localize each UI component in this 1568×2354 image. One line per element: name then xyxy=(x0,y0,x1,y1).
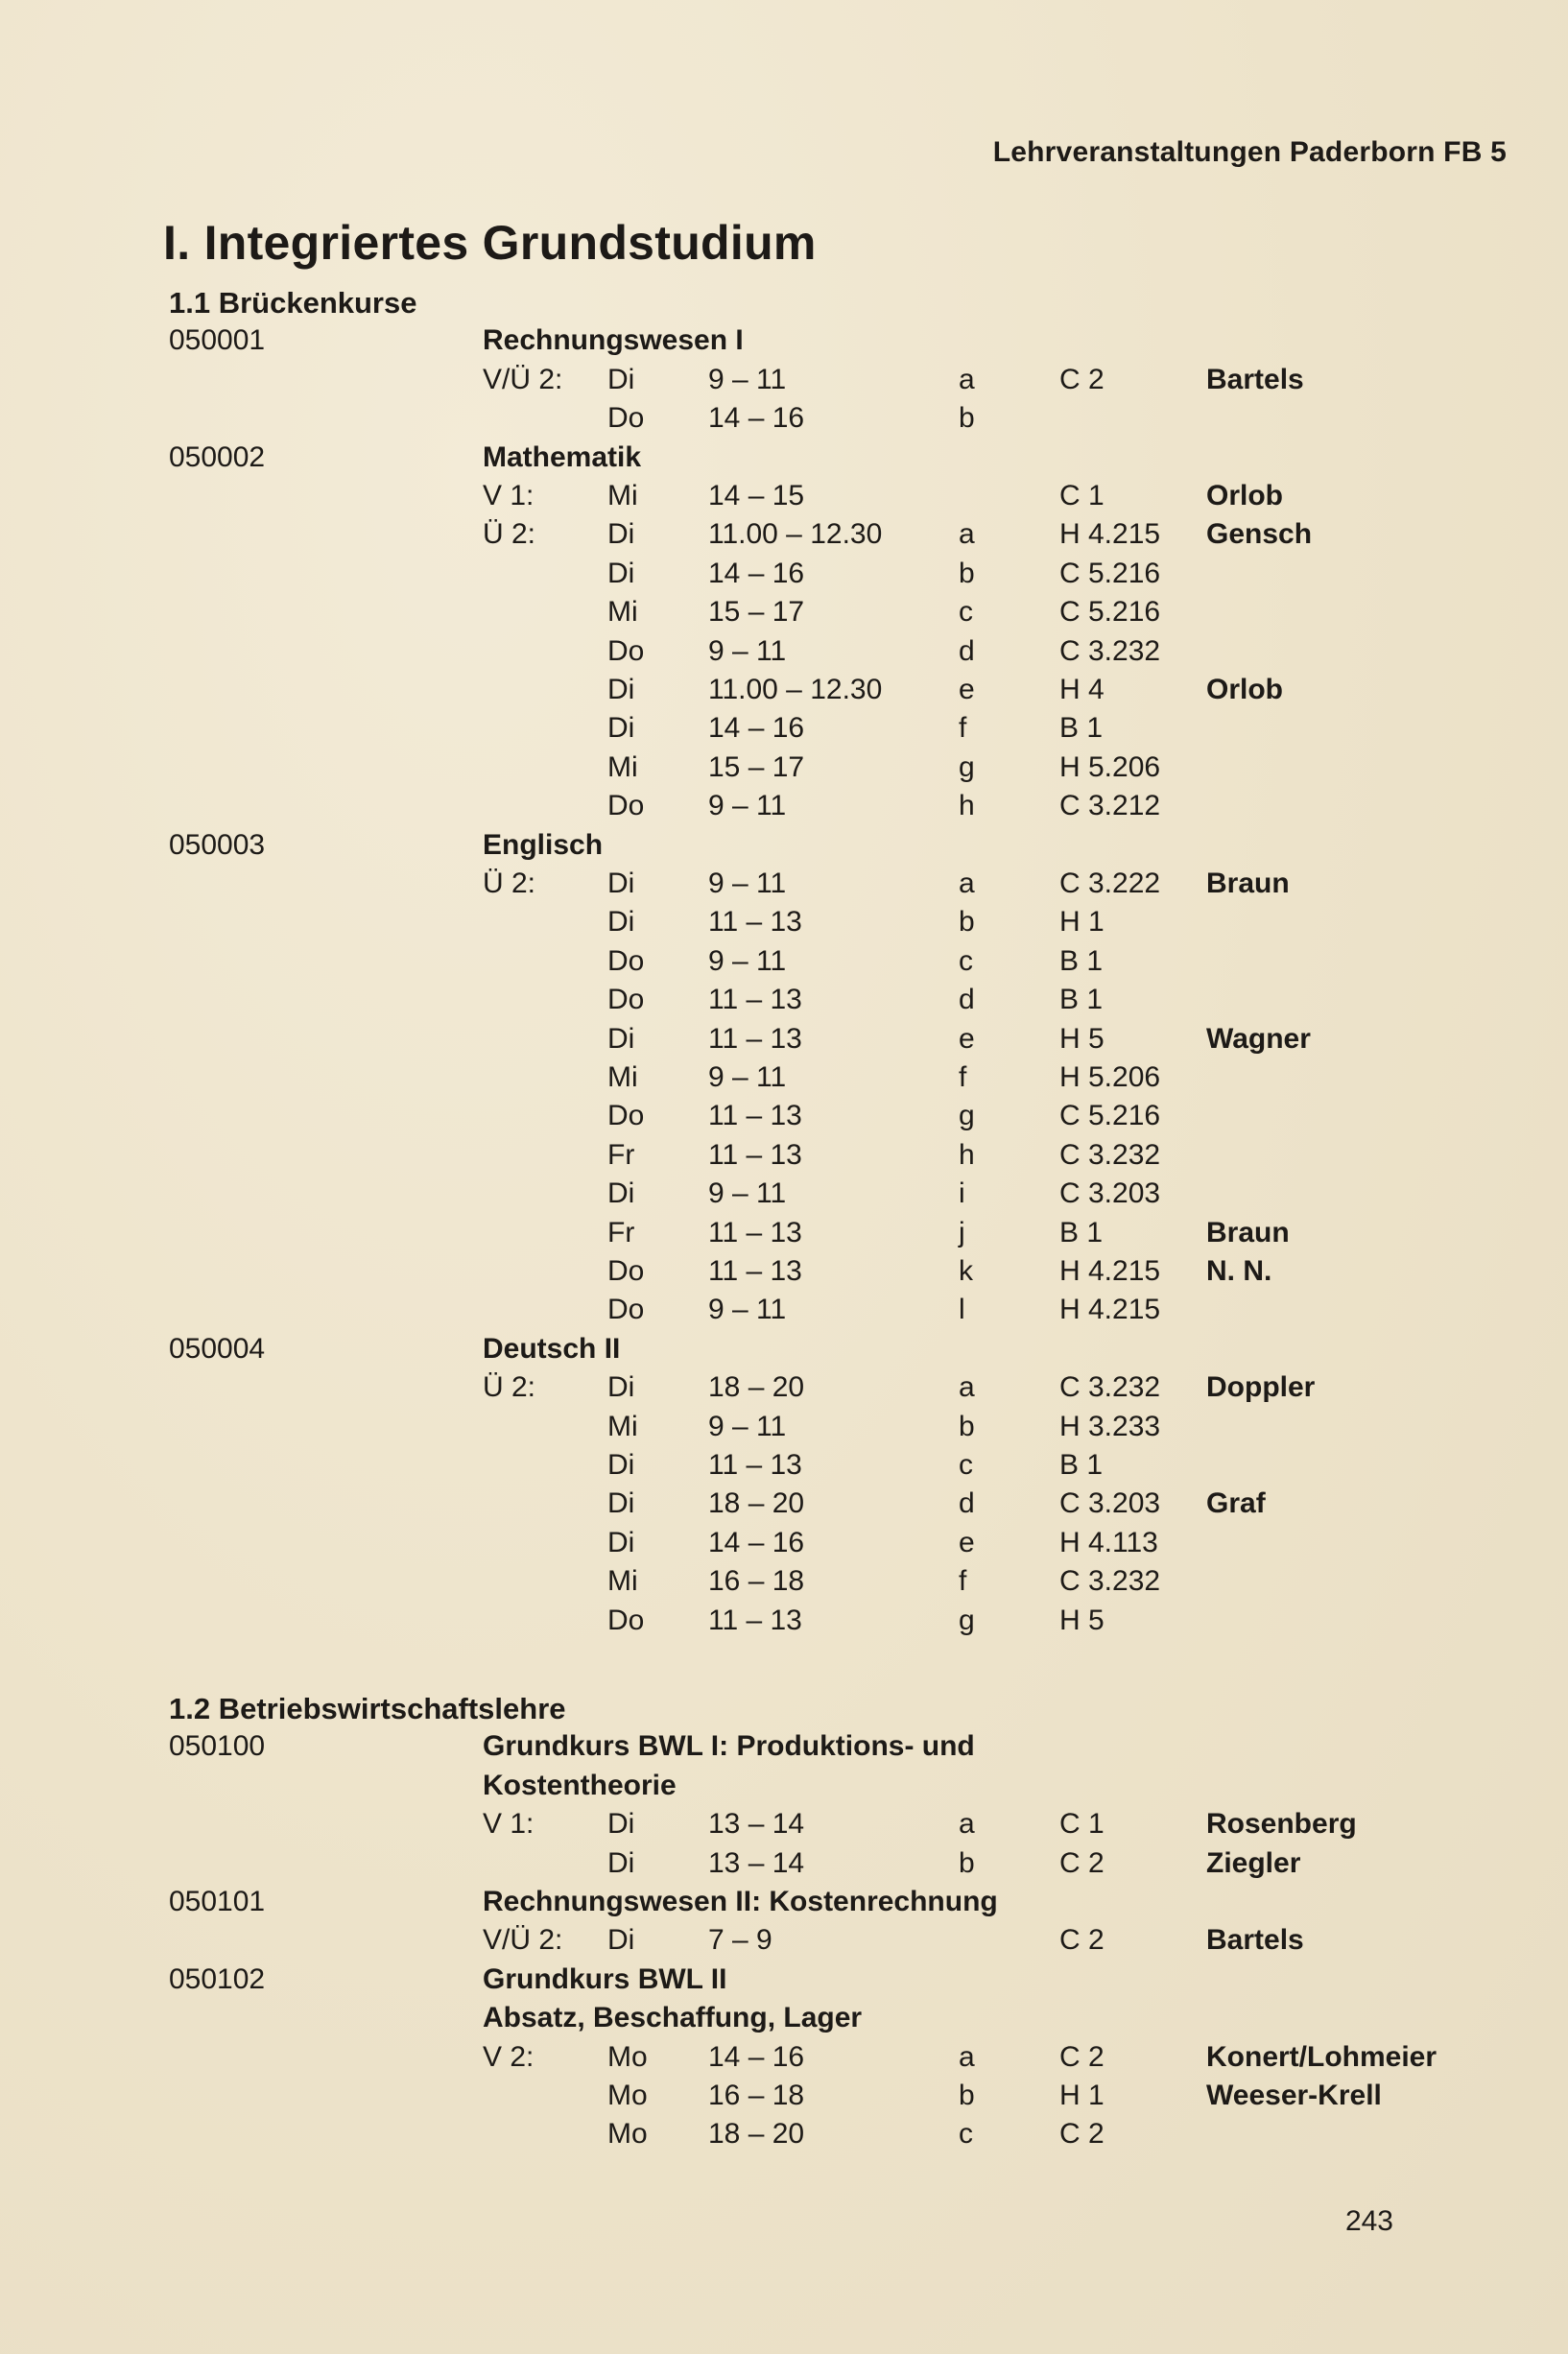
session-row xyxy=(0,2080,1568,2118)
session-day: Do xyxy=(607,1604,645,1636)
course-title-row xyxy=(0,1886,1568,1924)
session-day: Mi xyxy=(607,596,638,629)
course-title: Englisch xyxy=(483,828,604,861)
session-time: 18 – 20 xyxy=(708,2118,805,2151)
session-day: Di xyxy=(607,1177,635,1210)
session-row xyxy=(0,1217,1568,1255)
session-room: C 5.216 xyxy=(1059,557,1161,589)
session-day: Do xyxy=(607,1255,645,1287)
session-day: Do xyxy=(607,790,645,822)
session-day: Do xyxy=(607,1294,645,1326)
session-row xyxy=(0,1808,1568,1846)
session-group: a xyxy=(959,518,975,551)
course-title: Absatz, Beschaffung, Lager xyxy=(483,2002,863,2034)
session-lecturer: Braun xyxy=(1206,1216,1290,1248)
session-row xyxy=(0,1924,1568,1962)
session-group: d xyxy=(959,1487,975,1520)
session-day: Di xyxy=(607,1449,635,1481)
session-lecturer: Bartels xyxy=(1206,1924,1304,1957)
session-room: C 3.232 xyxy=(1059,1138,1161,1171)
session-room: H 5.206 xyxy=(1059,1061,1161,1093)
session-room: C 2 xyxy=(1059,1846,1105,1879)
session-row xyxy=(0,1061,1568,1100)
session-day: Di xyxy=(607,674,635,705)
session-row xyxy=(0,1139,1568,1177)
session-lecturer: Wagner xyxy=(1206,1022,1311,1055)
session-type: V 1: xyxy=(483,480,535,511)
session-time: 11 – 13 xyxy=(708,1138,802,1171)
session-room: H 3.233 xyxy=(1059,1410,1161,1442)
session-lecturer: Weeser-Krell xyxy=(1206,2080,1382,2111)
session-time: 14 – 16 xyxy=(708,402,805,435)
session-day: Di xyxy=(607,1526,635,1558)
course-title-row xyxy=(0,829,1568,868)
session-row xyxy=(0,402,1568,440)
session-row xyxy=(0,2118,1568,2156)
session-group: j xyxy=(959,1216,965,1248)
session-room: C 1 xyxy=(1059,480,1105,511)
session-group: a xyxy=(959,1371,975,1404)
session-time: 13 – 14 xyxy=(708,1846,805,1879)
session-row xyxy=(0,674,1568,712)
session-group: a xyxy=(959,868,975,899)
session-time: 18 – 20 xyxy=(708,1371,805,1404)
session-type: Ü 2: xyxy=(483,868,536,899)
session-type: V 1: xyxy=(483,1808,535,1841)
session-group: d xyxy=(959,984,975,1016)
session-time: 9 – 11 xyxy=(708,1410,787,1442)
session-day: Do xyxy=(607,984,645,1016)
session-row xyxy=(0,906,1568,944)
session-type: V/Ü 2: xyxy=(483,363,563,395)
session-room: C 3.232 xyxy=(1059,634,1161,667)
session-room: H 4 xyxy=(1059,674,1105,705)
course-code: 050102 xyxy=(169,1962,266,1995)
course-title: Mathematik xyxy=(483,440,642,473)
session-room: C 5.216 xyxy=(1059,1100,1161,1132)
course-title-row xyxy=(0,1963,1568,2002)
session-room: C 3.203 xyxy=(1059,1177,1161,1210)
session-row xyxy=(0,1177,1568,1216)
session-day: Mi xyxy=(607,1565,638,1598)
session-group: b xyxy=(959,906,975,939)
session-lecturer: Ziegler xyxy=(1206,1846,1301,1879)
session-lecturer: Braun xyxy=(1206,868,1290,899)
session-group: c xyxy=(959,2118,973,2151)
session-day: Mi xyxy=(607,1061,638,1093)
session-room: C 2 xyxy=(1059,1924,1105,1957)
session-room: B 1 xyxy=(1059,1216,1104,1248)
session-row xyxy=(0,1847,1568,1886)
session-time: 11 – 13 xyxy=(708,1216,802,1248)
session-time: 16 – 18 xyxy=(708,1565,805,1598)
session-group: c xyxy=(959,596,973,629)
session-room: C 3.232 xyxy=(1059,1371,1161,1404)
course-code: 050004 xyxy=(169,1332,266,1365)
session-group: h xyxy=(959,1138,975,1171)
session-group: c xyxy=(959,1449,973,1481)
session-type: Ü 2: xyxy=(483,518,536,551)
session-lecturer: Bartels xyxy=(1206,363,1304,395)
session-day: Di xyxy=(607,1846,635,1879)
session-row xyxy=(0,790,1568,828)
session-lecturer: N. N. xyxy=(1206,1255,1272,1287)
session-day: Di xyxy=(607,1808,635,1841)
session-day: Di xyxy=(607,868,635,899)
session-room: H 4.215 xyxy=(1059,1255,1161,1287)
session-row xyxy=(0,1100,1568,1138)
session-room: C 2 xyxy=(1059,2040,1105,2073)
session-row xyxy=(0,1605,1568,1643)
session-row xyxy=(0,2041,1568,2080)
session-row xyxy=(0,1294,1568,1332)
session-group: b xyxy=(959,1846,975,1879)
session-day: Di xyxy=(607,518,635,551)
session-group: e xyxy=(959,674,975,705)
session-row xyxy=(0,635,1568,674)
session-group: e xyxy=(959,1526,975,1558)
session-group: k xyxy=(959,1255,973,1287)
course-title-row xyxy=(0,324,1568,363)
session-time: 11 – 13 xyxy=(708,906,802,939)
session-row xyxy=(0,1411,1568,1449)
session-day: Di xyxy=(607,1487,635,1520)
session-group: g xyxy=(959,750,975,783)
course-title: Kostentheorie xyxy=(483,1769,677,1801)
session-room: H 1 xyxy=(1059,906,1105,939)
session-day: Di xyxy=(607,557,635,589)
session-lecturer: Doppler xyxy=(1206,1371,1316,1404)
page-title: I. Integriertes Grundstudium xyxy=(163,216,817,270)
course-code: 050101 xyxy=(169,1886,266,1917)
session-day: Di xyxy=(607,1371,635,1404)
session-type: V 2: xyxy=(483,2040,535,2073)
session-time: 9 – 11 xyxy=(708,1294,787,1326)
section-heading: 1.1 Brückenkurse xyxy=(169,286,417,320)
session-day: Mi xyxy=(607,1410,638,1442)
session-time: 9 – 11 xyxy=(708,790,787,822)
session-room: B 1 xyxy=(1059,984,1104,1016)
session-day: Mo xyxy=(607,2080,648,2111)
session-group: b xyxy=(959,1410,975,1442)
session-room: H 4.113 xyxy=(1059,1526,1158,1558)
running-header: Lehrveranstaltungen Paderborn FB 5 xyxy=(992,136,1507,168)
session-lecturer: Graf xyxy=(1206,1487,1266,1520)
session-room: B 1 xyxy=(1059,1449,1104,1481)
session-time: 14 – 16 xyxy=(708,1526,805,1558)
session-time: 15 – 17 xyxy=(708,596,805,629)
session-row xyxy=(0,596,1568,634)
course-title: Grundkurs BWL I: Produktions- und xyxy=(483,1730,975,1763)
session-day: Fr xyxy=(607,1138,635,1171)
course-title: Deutsch II xyxy=(483,1332,621,1365)
session-room: H 4.215 xyxy=(1059,1294,1161,1326)
session-time: 11 – 13 xyxy=(708,1255,802,1287)
page-number: 243 xyxy=(1344,2205,1393,2237)
session-room: H 1 xyxy=(1059,2080,1105,2111)
session-row xyxy=(0,1527,1568,1565)
session-time: 13 – 14 xyxy=(708,1808,805,1841)
session-group: a xyxy=(959,2040,975,2073)
session-row xyxy=(0,1487,1568,1526)
session-time: 11.00 – 12.30 xyxy=(708,674,883,705)
session-room: C 5.216 xyxy=(1059,596,1161,629)
session-group: a xyxy=(959,1808,975,1841)
session-group: g xyxy=(959,1100,975,1132)
session-room: H 4.215 xyxy=(1059,518,1161,551)
session-room: C 3.203 xyxy=(1059,1487,1161,1520)
session-group: f xyxy=(959,1565,967,1598)
session-time: 11 – 13 xyxy=(708,1022,802,1055)
session-room: C 3.212 xyxy=(1059,790,1161,822)
course-code: 050001 xyxy=(169,324,266,357)
session-group: f xyxy=(959,712,967,745)
session-group: b xyxy=(959,557,975,589)
session-row xyxy=(0,1371,1568,1410)
session-time: 11 – 13 xyxy=(708,1100,802,1132)
section-heading: 1.2 Betriebswirtschaftslehre xyxy=(169,1692,566,1725)
session-time: 7 – 9 xyxy=(708,1924,772,1957)
session-row xyxy=(0,364,1568,402)
session-day: Do xyxy=(607,944,645,977)
session-lecturer: Orlob xyxy=(1206,674,1283,705)
session-room: H 5 xyxy=(1059,1604,1105,1636)
session-row xyxy=(0,868,1568,906)
session-room: H 5.206 xyxy=(1059,750,1161,783)
session-day: Do xyxy=(607,402,645,435)
session-day: Di xyxy=(607,712,635,745)
course-title-continuation xyxy=(0,2002,1568,2040)
session-day: Do xyxy=(607,1100,645,1132)
session-group: b xyxy=(959,2080,975,2111)
session-time: 11 – 13 xyxy=(708,1604,802,1636)
session-row xyxy=(0,518,1568,557)
session-time: 9 – 11 xyxy=(708,363,787,395)
session-room: C 2 xyxy=(1059,363,1105,395)
session-time: 15 – 17 xyxy=(708,750,805,783)
session-day: Di xyxy=(607,1924,635,1957)
session-lecturer: Gensch xyxy=(1206,518,1313,551)
session-lecturer: Konert/Lohmeier xyxy=(1206,2040,1437,2073)
session-row xyxy=(0,1255,1568,1294)
session-time: 9 – 11 xyxy=(708,1177,787,1210)
session-group: c xyxy=(959,944,973,977)
session-row xyxy=(0,480,1568,518)
course-code: 050002 xyxy=(169,440,266,473)
session-day: Mi xyxy=(607,750,638,783)
session-day: Di xyxy=(607,1022,635,1055)
session-row xyxy=(0,712,1568,750)
session-row xyxy=(0,1449,1568,1487)
session-time: 18 – 20 xyxy=(708,1487,805,1520)
session-room: C 3.222 xyxy=(1059,868,1161,899)
session-type: Ü 2: xyxy=(483,1371,536,1404)
session-group: h xyxy=(959,790,975,822)
session-time: 14 – 16 xyxy=(708,557,805,589)
session-time: 11.00 – 12.30 xyxy=(708,518,883,551)
session-time: 9 – 11 xyxy=(708,868,787,899)
session-day: Di xyxy=(607,906,635,939)
session-group: i xyxy=(959,1177,965,1210)
session-type: V/Ü 2: xyxy=(483,1924,563,1957)
session-group: g xyxy=(959,1604,975,1636)
course-title-continuation xyxy=(0,1770,1568,1808)
course-title-row xyxy=(0,441,1568,480)
session-row xyxy=(0,558,1568,596)
session-day: Mo xyxy=(607,2040,648,2073)
session-room: C 2 xyxy=(1059,2118,1105,2151)
session-time: 11 – 13 xyxy=(708,1449,802,1481)
course-title: Rechnungswesen I xyxy=(483,324,744,357)
session-room: B 1 xyxy=(1059,944,1104,977)
session-row xyxy=(0,945,1568,984)
session-group: e xyxy=(959,1022,975,1055)
session-day: Do xyxy=(607,634,645,667)
course-title-row xyxy=(0,1333,1568,1371)
session-row xyxy=(0,984,1568,1022)
session-group: a xyxy=(959,363,975,395)
session-time: 9 – 11 xyxy=(708,1061,787,1093)
session-lecturer: Rosenberg xyxy=(1206,1808,1357,1841)
session-time: 11 – 13 xyxy=(708,984,802,1016)
session-time: 14 – 16 xyxy=(708,712,805,745)
session-room: H 5 xyxy=(1059,1022,1105,1055)
course-title-row xyxy=(0,1730,1568,1769)
session-group: d xyxy=(959,634,975,667)
session-day: Di xyxy=(607,363,635,395)
course-title: Grundkurs BWL II xyxy=(483,1962,727,1995)
session-group: b xyxy=(959,402,975,435)
session-day: Mi xyxy=(607,480,638,511)
session-time: 16 – 18 xyxy=(708,2080,805,2111)
session-time: 14 – 16 xyxy=(708,2040,805,2073)
session-day: Mo xyxy=(607,2118,648,2151)
course-code: 050100 xyxy=(169,1730,266,1763)
session-row xyxy=(0,1023,1568,1061)
session-time: 9 – 11 xyxy=(708,944,787,977)
course-title: Rechnungswesen II: Kostenrechnung xyxy=(483,1886,998,1917)
session-lecturer: Orlob xyxy=(1206,480,1283,511)
session-room: B 1 xyxy=(1059,712,1104,745)
session-room: C 3.232 xyxy=(1059,1565,1161,1598)
course-code: 050003 xyxy=(169,828,266,861)
session-row xyxy=(0,751,1568,790)
session-time: 14 – 15 xyxy=(708,480,805,511)
session-time: 9 – 11 xyxy=(708,634,787,667)
session-day: Fr xyxy=(607,1216,635,1248)
session-group: l xyxy=(959,1294,965,1326)
session-group: f xyxy=(959,1061,967,1093)
session-room: C 1 xyxy=(1059,1808,1105,1841)
session-row xyxy=(0,1565,1568,1604)
